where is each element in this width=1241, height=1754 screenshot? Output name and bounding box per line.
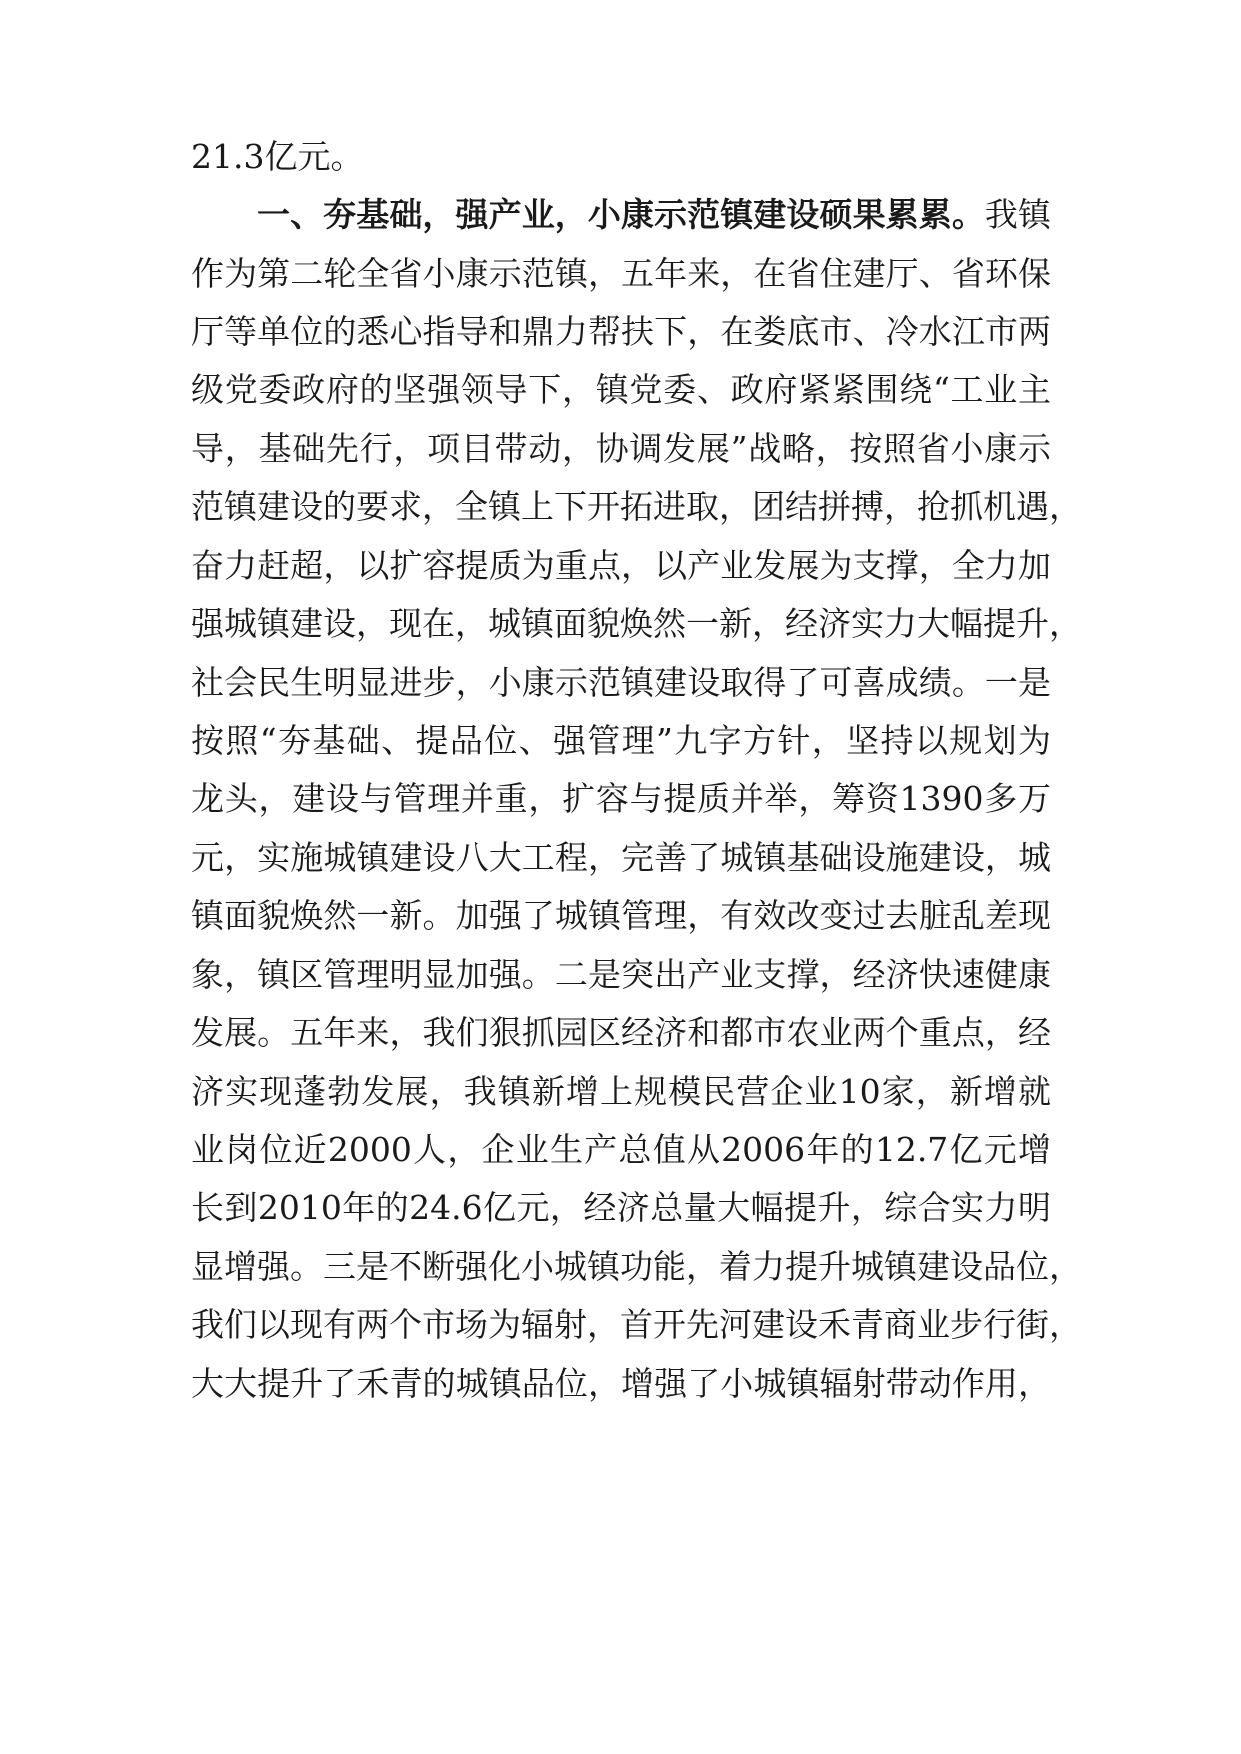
text-line-19: 长到2010年的24.6亿元，经济总量大幅提升，综合实力明 [191, 1188, 1051, 1227]
text-line-1: 21.3亿元。 [191, 137, 364, 176]
text-line-13: 元，实施城镇建设八大工程，完善了城镇基础设施建设，城 [191, 838, 1051, 877]
text-line-6: 导，基础先行，项目带动，协调发展”战略，按照省小康示 [191, 429, 1051, 468]
section-heading: 一、夯基础，强产业，小康示范镇建设硕果累累。 [257, 195, 985, 234]
text-line-16: 发展。五年来，我们狠抓园区经济和都市农业两个重点，经 [191, 1013, 1051, 1052]
text-line-12: 龙头，建设与管理并重，扩容与提质并举，筹资1390多万 [191, 779, 1051, 818]
text-line-9: 强城镇建设，现在，城镇面貌焕然一新，经济实力大幅提升， [191, 604, 1082, 643]
text-line-11: 按照“夯基础、提品位、强管理”九字方针，坚持以规划为 [191, 721, 1051, 760]
text-line-7: 范镇建设的要求，全镇上下开拓进取，团结拼搏，抢抓机遇， [191, 487, 1082, 526]
paragraph-lead-text: 我镇 [984, 195, 1052, 234]
text-line-5: 级党委政府的坚强领导下，镇党委、政府紧紧围绕“工业主 [191, 370, 1051, 409]
text-line-3: 作为第二轮全省小康示范镇，五年来，在省住建厅、省环保 [191, 254, 1051, 293]
text-line-10: 社会民生明显进步，小康示范镇建设取得了可喜成绩。一是 [191, 663, 1051, 702]
text-line-14: 镇面貌焕然一新。加强了城镇管理，有效改变过去脏乱差现 [191, 896, 1051, 935]
text-line-21: 我们以现有两个市场为辐射，首开先河建设禾青商业步行街， [191, 1305, 1082, 1344]
text-line-17: 济实现蓬勃发展，我镇新增上规模民营企业10家，新增就 [191, 1072, 1051, 1111]
text-line-8: 奋力赶超，以扩容提质为重点，以产业发展为支撑，全力加 [191, 546, 1051, 585]
text-line-4: 厅等单位的悉心指导和鼎力帮扶下，在娄底市、冷水江市两 [191, 312, 1051, 351]
text-line-18: 业岗位近2000人，企业生产总值从2006年的12.7亿元增 [191, 1130, 1051, 1169]
text-line-15: 象，镇区管理明显加强。二是突出产业支撑，经济快速健康 [191, 955, 1051, 994]
paragraph-first-line [257, 195, 1051, 235]
text-line-20: 显增强。三是不断强化小城镇功能，着力提升城镇建设品位， [191, 1247, 1082, 1286]
text-line-22: 大大提升了禾青的城镇品位，增强了小城镇辐射带动作用， [191, 1364, 1051, 1403]
